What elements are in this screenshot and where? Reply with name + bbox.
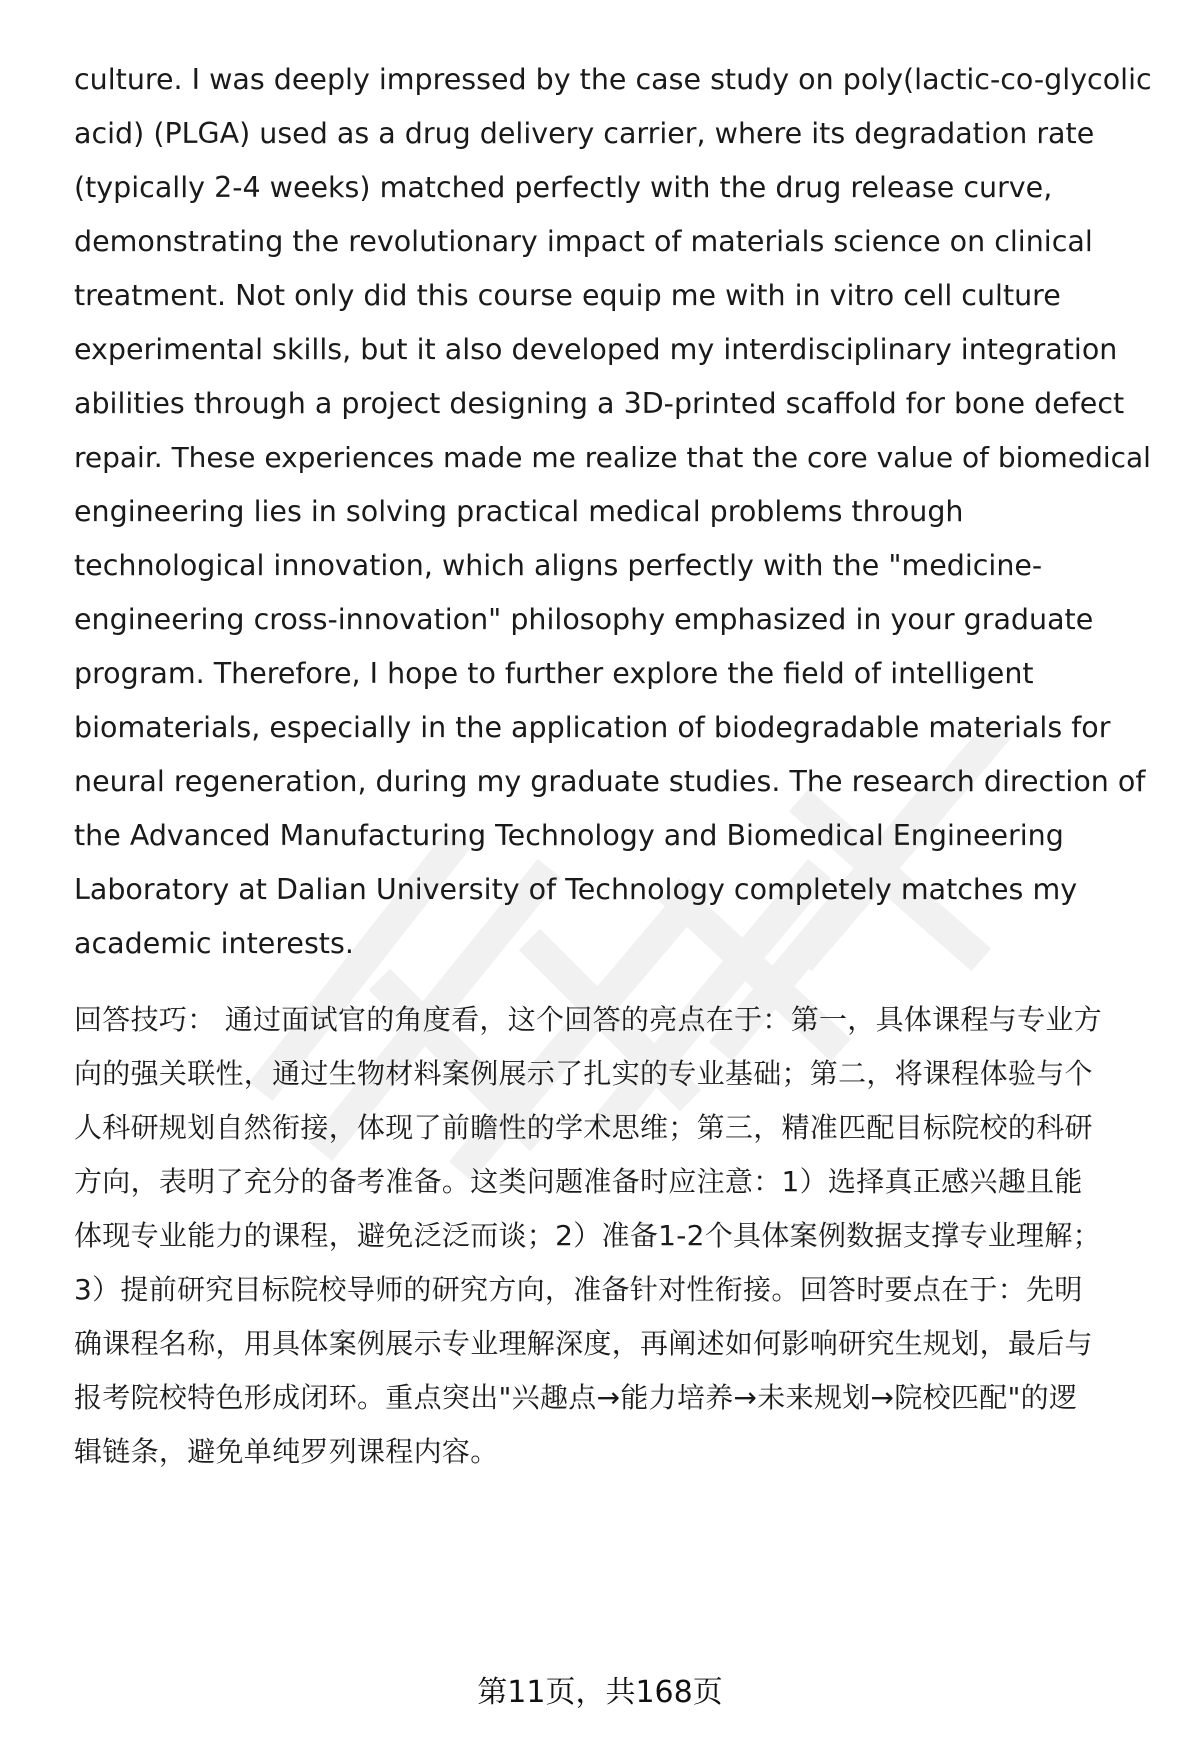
tips-line: 体现专业能力的课程，避免泛泛而谈；2）准备1-2个具体案例数据支撑专业理解；: [74, 1219, 1101, 1252]
body-line: the Advanced Manufacturing Technology and Biomedical Engineering: [74, 819, 1064, 852]
body-line: acid) (PLGA) used as a drug delivery carrier, where its degradation rate: [74, 117, 1095, 150]
body-line: program. Therefore, I hope to further explore the field of intelligent: [74, 657, 1034, 690]
tips-line: 确课程名称，用具体案例展示专业理解深度，再阐述如何影响研究生规划，最后与: [74, 1327, 1093, 1360]
body-line: technological innovation, which aligns perfectly with the "medicine-: [74, 549, 1043, 582]
body-line: experimental skills, but it also developed my interdisciplinary integration: [74, 333, 1118, 366]
body-line: Laboratory at Dalian University of Technology completely matches my: [74, 873, 1078, 906]
body-line: engineering cross-innovation" philosophy emphasized in your graduate: [74, 603, 1094, 636]
body-line: neural regeneration, during my graduate studies. The research direction of: [74, 765, 1146, 798]
tips-line: 方向，表明了充分的备考准备。这类问题准备时应注意：1）选择真正感兴趣且能: [74, 1165, 1083, 1198]
tips-line: 向的强关联性，通过生物材料案例展示了扎实的专业基础；第二，将课程体验与个: [74, 1057, 1093, 1090]
tips-line: 报考院校特色形成闭环。重点突出"兴趣点→能力培养→未来规划→院校匹配"的逻: [74, 1381, 1078, 1414]
tips-line: 3）提前研究目标院校导师的研究方向，准备针对性衔接。回答时要点在于：先明: [74, 1273, 1083, 1306]
body-line: biomaterials, especially in the application of biodegradable materials for: [74, 711, 1111, 744]
body-line: engineering lies in solving practical medical problems through: [74, 495, 964, 528]
body-line: culture. I was deeply impressed by the case study on poly(lactic-co-glycolic: [74, 63, 1152, 96]
tips-line: 辑链条，避免单纯罗列课程内容。: [74, 1435, 499, 1468]
body-line: treatment. Not only did this course equip me with in vitro cell culture: [74, 279, 1061, 312]
tips-line: 回答技巧： 通过面试官的角度看，这个回答的亮点在于：第一，具体课程与专业方: [74, 1003, 1103, 1036]
body-line: abilities through a project designing a 3D-printed scaffold for bone defect: [74, 387, 1125, 420]
body-line: demonstrating the revolutionary impact of materials science on clinical: [74, 225, 1093, 258]
tips-line: 人科研规划自然衔接，体现了前瞻性的学术思维；第三，精准匹配目标院校的科研: [74, 1111, 1093, 1144]
body-line: (typically 2-4 weeks) matched perfectly with the drug release curve,: [74, 171, 1053, 204]
page-number: 第11页，共168页: [477, 1675, 723, 1710]
body-line: repair. These experiences made me realize that the core value of biomedical: [74, 441, 1151, 474]
body-line: academic interests.: [74, 927, 354, 960]
